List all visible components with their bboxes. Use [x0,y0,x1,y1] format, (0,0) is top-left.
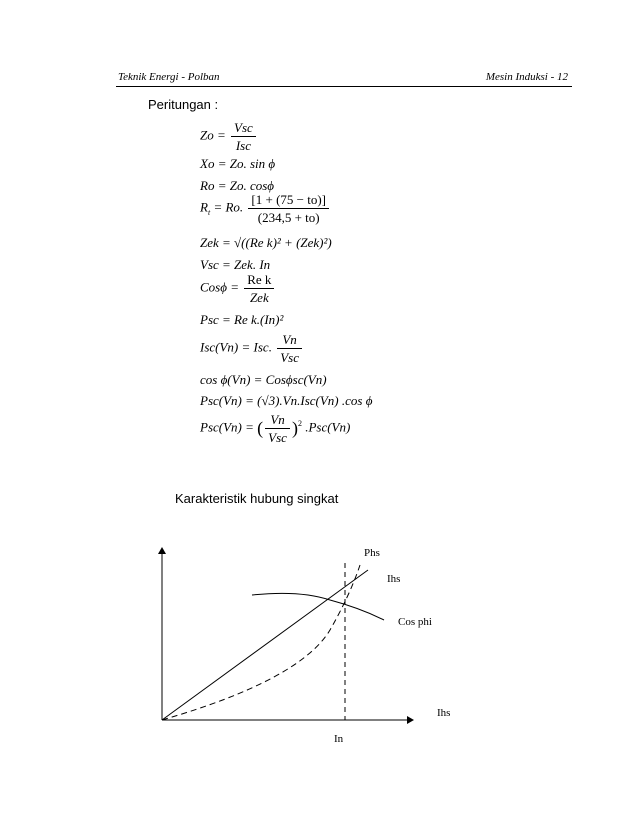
phs-curve [162,565,360,720]
label-cosphi: Cos phi [398,616,432,628]
equation-rt: $R_t = Ro$. $\frac{[1 + (75 - to)]}{(234,5 + to)}$ [200,192,331,225]
equation-ro: Ro = Zo. cosϕ [200,178,275,193]
label-in: In [334,733,344,745]
equation-psc-vn-1: Psc(Vn) = (√3).Vn.Isc(Vn) .cos ϕ [200,393,373,408]
equation-zek: Zek = √((Re k)² + (Zek)²) [200,235,332,250]
header-right-title: Mesin Induksi - 12 [485,71,568,83]
equation-cos-vn: cos ϕ(Vn) = Cosϕsc(Vn) [200,372,327,387]
equation-psc: Psc = Re k.(In)² [200,312,284,327]
equation-psc-vn-2: Psc(Vn) = ( $\frac{Vn}{\text{Vsc}}$ )$^2$ .Psc(Vn) [200,412,351,445]
section-heading-calculation: Peritungan : [148,97,219,112]
equation-cosphi: Cosϕ = $\frac{\text{Re k}}{\text{Zek}}$ [200,272,276,305]
equation-isc-vn: Isc(Vn) = Isc. $\frac{Vn}{\text{Vsc}}$ [200,332,304,365]
x-axis-label: Ihs [437,707,451,719]
header-left-title: Teknik Energi - Polban [118,71,220,83]
equation-vsc: Vsc = Zek. In [200,257,271,272]
ihs-curve [162,570,368,720]
label-ihs-curve: Ihs [387,573,401,585]
section-heading-short-circuit: Karakteristik hubung singkat [175,491,339,506]
equation-xo: Xo = Zo. sin ϕ [200,156,276,171]
equation-zo: Zo = $\frac{\text{Vsc}}{\text{Isc}}$ [200,120,258,153]
label-phs: Phs [364,547,380,559]
